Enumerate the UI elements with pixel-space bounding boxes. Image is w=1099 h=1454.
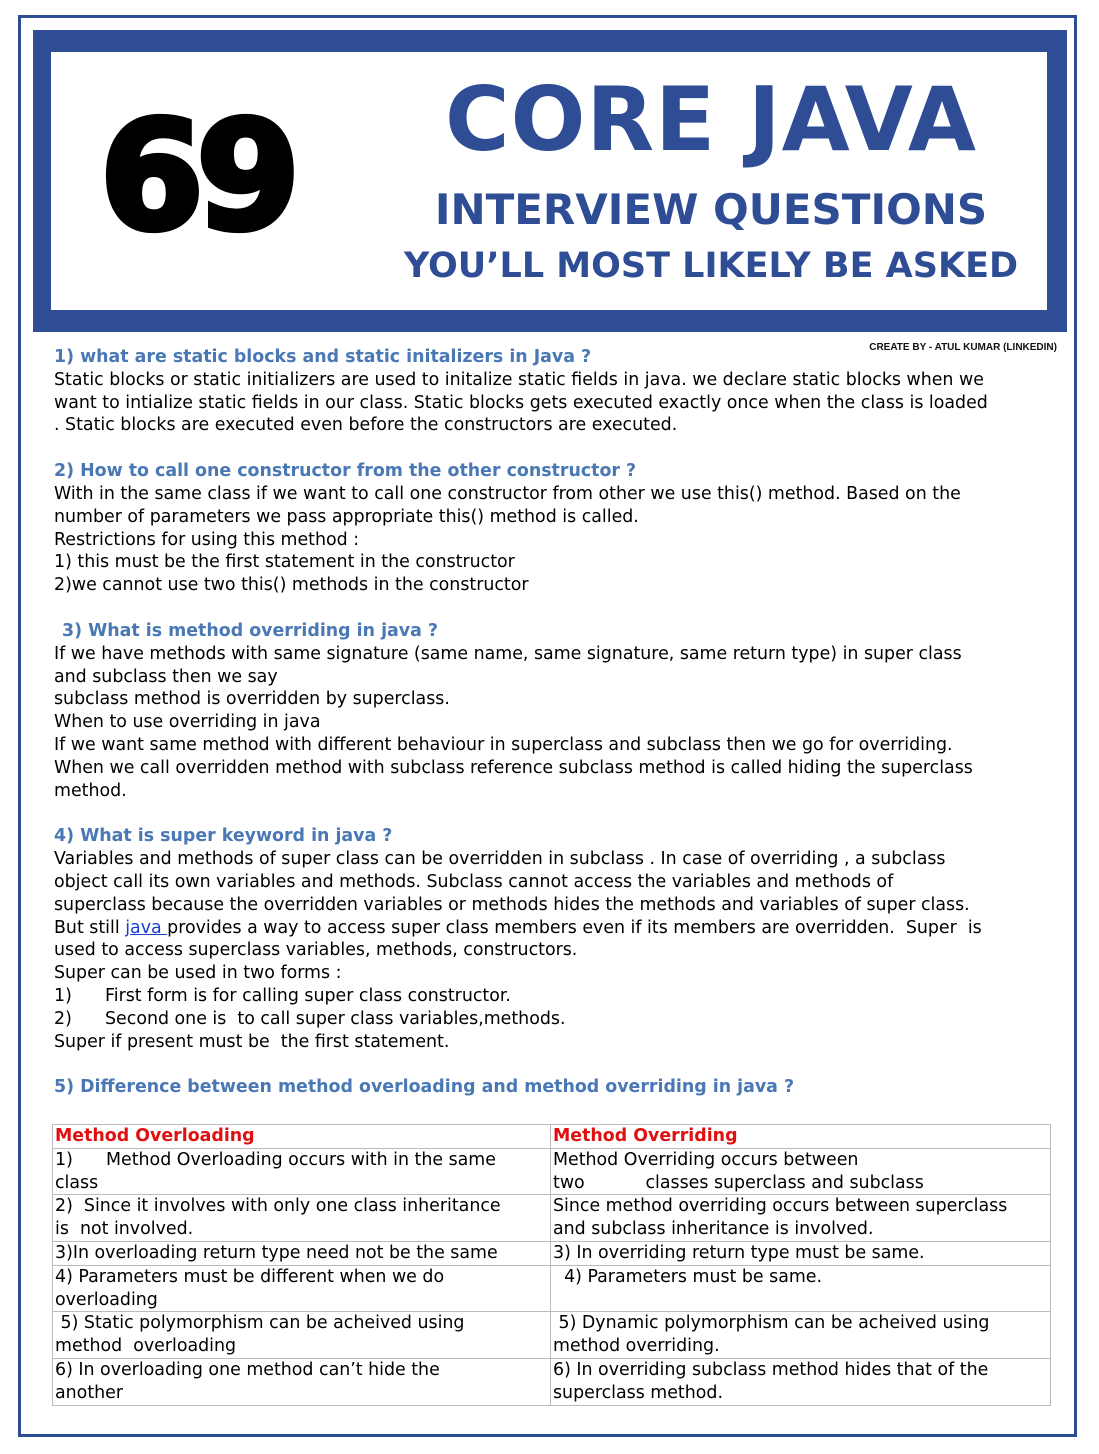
banner-title: CORE JAVA (444, 68, 977, 171)
question-2-line: number of parameters we pass appropriate this() method is called. (54, 506, 639, 527)
question-2-line: With in the same class if we want to call one constructor from other we use this() method. Based on the (54, 483, 961, 504)
title-banner (33, 30, 1067, 332)
banner-subtitle: INTERVIEW QUESTIONS (434, 185, 988, 234)
table-cell: 4) Parameters must be same. (551, 1265, 1051, 1312)
table-cell: Method Overriding occurs between two classes superclass and subclass (551, 1148, 1051, 1195)
table-row (53, 1312, 1051, 1359)
link-line-suffix: provides a way to access super class members even if its members are overridden. Super is (167, 917, 982, 938)
question-4-line: used to access superclass variables, methods, constructors. (54, 940, 578, 961)
banner-inner (51, 52, 1047, 310)
question-1-line: . Static blocks are executed even before the constructors are executed. (54, 415, 678, 436)
question-4-line: superclass because the overridden variables or methods hides the methods and variables of super class. (54, 894, 970, 915)
question-5-title: 5) Difference between method overloading and method overriding in java ? (54, 1077, 795, 1098)
question-4-line: 1) First form is for calling super class constructor. (54, 985, 511, 1006)
question-2-title: 2) How to call one constructor from the other constructor ? (54, 461, 637, 482)
table-row (53, 1195, 1051, 1242)
question-1-line: Static blocks or static initializers are used to initalize static fields in java. we declare static blocks when we (54, 369, 984, 390)
question-2-line: 1) this must be the first statement in the constructor (54, 552, 515, 573)
question-4-link-line (54, 917, 1066, 940)
question-4-line: object call its own variables and methods. Subclass cannot access the variables and methods of (54, 871, 894, 892)
table-cell: 6) In overloading one method can’t hide the another (53, 1358, 551, 1405)
banner-tagline: YOU’LL MOST LIKELY BE ASKED (403, 246, 1019, 286)
author-credit: CREATE BY - ATUL KUMAR (LINKEDIN) (869, 342, 1057, 353)
table-cell: 2) Since it involves with only one class inheritance is not involved. (53, 1195, 551, 1242)
table-cell: 3) In overriding return type must be same. (551, 1241, 1051, 1265)
table-cell: 1) Method Overloading occurs with in the same class (53, 1148, 551, 1195)
table-row (53, 1241, 1051, 1265)
table-header-overloading: Method Overloading (53, 1125, 551, 1149)
table-cell: 5) Static polymorphism can be acheived using method overloading (53, 1312, 551, 1359)
question-3-line: subclass method is overridden by superclass. (54, 689, 450, 710)
comparison-table (52, 1124, 1051, 1406)
question-2-line: 2)we cannot use two this() methods in the constructor (54, 575, 529, 596)
question-3-line: When we call overridden method with subclass reference subclass method is called hiding the superclass (54, 757, 973, 778)
question-2-line: Restrictions for using this method : (54, 529, 360, 550)
question-3-line: and subclass then we say (54, 666, 278, 687)
document-body (54, 346, 1066, 1099)
question-3-line: method. (54, 780, 127, 801)
table-cell: Since method overriding occurs between superclass and subclass inheritance is involved. (551, 1195, 1051, 1242)
question-3-line: When to use overriding in java (54, 712, 321, 733)
question-4-title: 4) What is super keyword in java ? (54, 826, 393, 847)
link-line-prefix: But still (54, 917, 126, 938)
table-row (53, 1265, 1051, 1312)
table-cell: 4) Parameters must be different when we do overloading (53, 1265, 551, 1312)
table-cell: 3)In overloading return type need not be the same (53, 1241, 551, 1265)
table-cell: 6) In overriding subclass method hides that of the superclass method. (551, 1358, 1051, 1405)
java-link[interactable]: java (125, 917, 168, 938)
question-4-line: 2) Second one is to call super class variables,methods. (54, 1008, 566, 1029)
question-3-line: If we have methods with same signature (same name, same signature, same return type) in super class (54, 643, 962, 664)
question-1-title: 1) what are static blocks and static initalizers in Java ? (54, 347, 592, 367)
question-1-line: want to intialize static fields in our class. Static blocks gets executed exactly once when the class is loaded (54, 392, 988, 413)
question-3-line: If we want same method with different behaviour in superclass and subclass then we go for overriding. (54, 734, 953, 755)
table-row (53, 1148, 1051, 1195)
question-4-line: Super if present must be the first statement. (54, 1031, 450, 1052)
question-4-line: Variables and methods of super class can be overridden in subclass . In case of overriding , a subclass (54, 849, 946, 870)
table-header-overriding: Method Overriding (551, 1125, 1051, 1149)
banner-number: 69 (99, 90, 293, 264)
table-row (53, 1358, 1051, 1405)
table-cell: 5) Dynamic polymorphism can be acheived using method overriding. (551, 1312, 1051, 1359)
question-3-title: 3) What is method overriding in java ? (62, 620, 438, 641)
question-4-line: Super can be used in two forms : (54, 963, 342, 984)
table-header-row (53, 1125, 1051, 1149)
